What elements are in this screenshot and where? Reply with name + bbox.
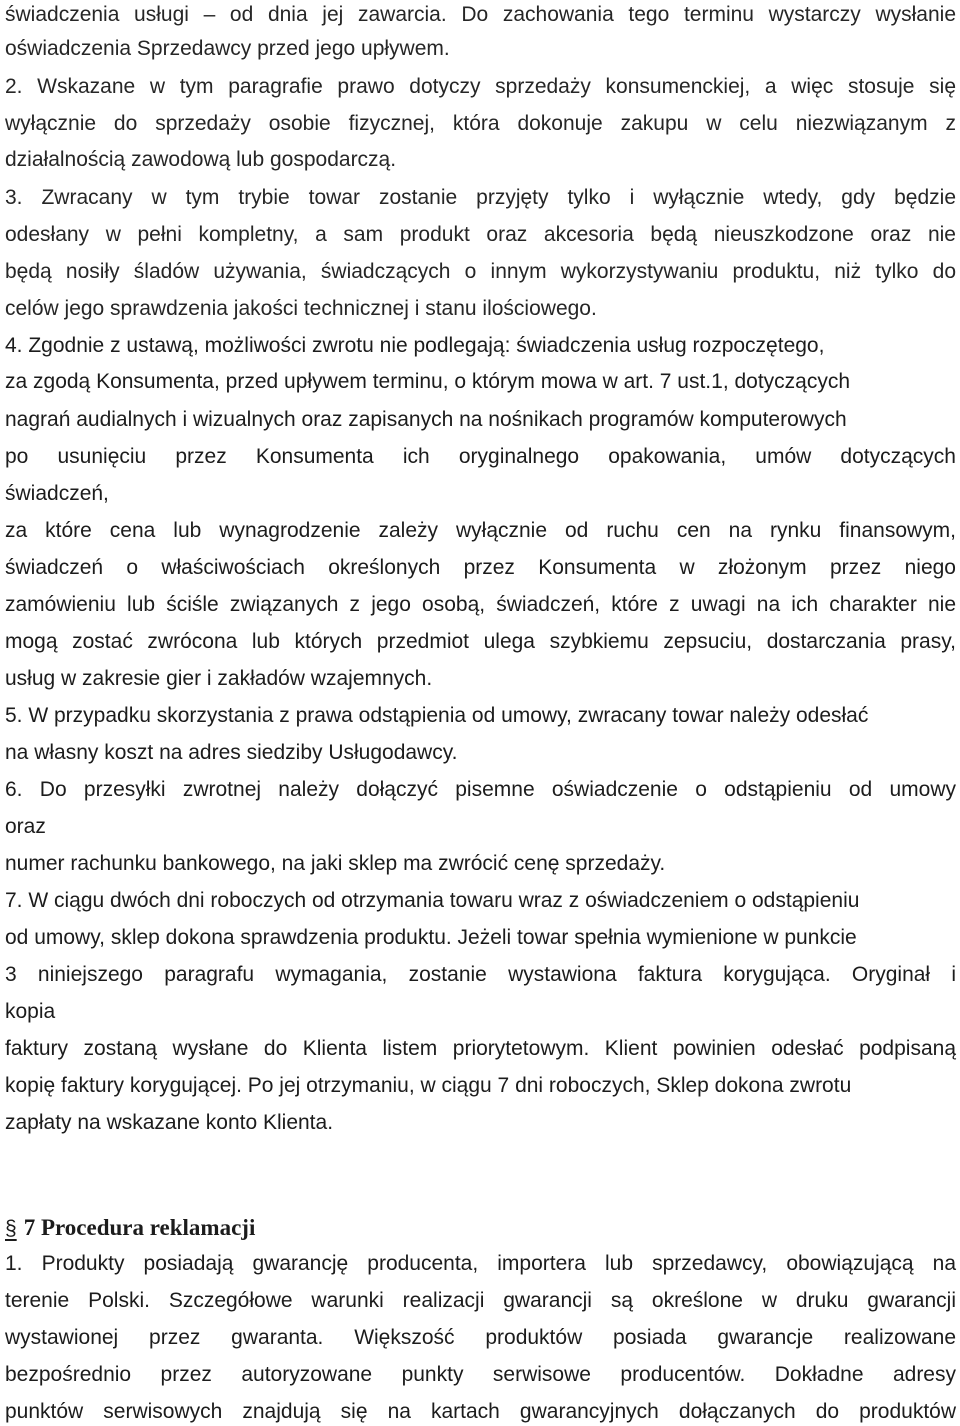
body-line: oraz — [5, 815, 46, 838]
body-line: numer rachunku bankowego, na jaki sklep ma zwrócić cenę sprzedaży. — [5, 852, 666, 875]
body-line: za które cena lub wynagrodzenie zależy wyłącznie od ruchu cen na rynku finansowym, — [5, 519, 956, 542]
body-line: za zgodą Konsumenta, przed upływem terminu, o którym mowa w art. 7 ust.1, dotyczących — [5, 370, 851, 393]
body-line: świadczenia usługi – od dnia jej zawarcia. Do zachowania tego terminu wystarczy wysłanie — [5, 3, 956, 26]
section-line: bezpośrednio przez autoryzowane punkty serwisowe producentów. Dokładne adresy — [5, 1363, 956, 1386]
section-heading — [5, 1214, 255, 1242]
body-line: po usunięciu przez Konsumenta ich oryginalnego opakowania, umów dotyczących — [5, 445, 956, 468]
body-line: zapłaty na wskazane konto Klienta. — [5, 1111, 334, 1134]
body-line: mogą zostać zwrócona lub których przedmiot ulega szybkiemu zepsuciu, dostarczania prasy, — [5, 630, 956, 653]
body-line: odesłany w pełni kompletny, a sam produkt oraz akcesoria będą nieuszkodzone oraz nie — [5, 223, 956, 246]
body-line: działalnością zawodową lub gospodarczą. — [5, 148, 397, 171]
body-line: usług w zakresie gier i zakładów wzajemnych. — [5, 667, 433, 690]
body-line: od umowy, sklep dokona sprawdzenia produktu. Jeżeli towar spełnia wymienione w punkcie — [5, 926, 857, 949]
body-line: wyłącznie do sprzedaży osobie fizycznej, która dokonuje zakupu w celu niezwiązanym z — [5, 112, 956, 135]
body-line: faktury zostaną wysłane do Klienta listem priorytetowym. Klient powinien odesłać podpisaną — [5, 1037, 956, 1060]
section-title: 7 Procedura reklamacji — [23, 1215, 256, 1240]
body-line: 3 niniejszego paragrafu wymagania, zostanie wystawiona faktura korygująca. Oryginał i — [5, 963, 956, 986]
body-line: świadczeń, — [5, 482, 109, 505]
body-line: 3. Zwracany w tym trybie towar zostanie przyjęty tylko i wyłącznie wtedy, gdy będzie — [5, 186, 956, 209]
body-line: kopia — [5, 1000, 56, 1023]
section-line: 1. Produkty posiadają gwarancję producenta, importera lub sprzedawcy, obowiązującą na — [5, 1252, 956, 1275]
section-line: wystawionej przez gwaranta. Większość produktów posiada gwarancje realizowane — [5, 1326, 956, 1349]
body-line: 5. W przypadku skorzystania z prawa odstąpienia od umowy, zwracany towar należy odesłać — [5, 704, 869, 727]
section-symbol: § — [5, 1217, 17, 1240]
section-line: punktów serwisowych znajdują się na kartach gwarancyjnych dołączanych do produktów — [5, 1400, 956, 1423]
body-line: zamówieniu lub ściśle związanych z jego osobą, świadczeń, które z uwagi na ich charakter nie — [5, 593, 956, 616]
body-line: kopię faktury korygującej. Po jej otrzymaniu, w ciągu 7 dni roboczych, Sklep dokona zwrotu — [5, 1074, 852, 1097]
body-line: 7. W ciągu dwóch dni roboczych od otrzymania towaru wraz z oświadczeniem o odstąpieniu — [5, 889, 860, 912]
body-line: na własny koszt na adres siedziby Usługodawcy. — [5, 741, 458, 764]
body-line: celów jego sprawdzenia jakości technicznej i stanu ilościowego. — [5, 297, 597, 320]
section-line: terenie Polski. Szczegółowe warunki realizacji gwarancji są określone w druku gwarancji — [5, 1289, 956, 1312]
body-line: 6. Do przesyłki zwrotnej należy dołączyć pisemne oświadczenie o odstąpieniu od umowy — [5, 778, 956, 801]
body-line: 4. Zgodnie z ustawą, możliwości zwrotu nie podlegają: świadczenia usług rozpoczętego, — [5, 334, 825, 357]
body-line: będą nosiły śladów używania, świadczących o innym wykorzystywaniu produktu, niż tylko do — [5, 260, 956, 283]
body-line: 2. Wskazane w tym paragrafie prawo dotyczy sprzedaży konsumenckiej, a więc stosuje się — [5, 75, 956, 98]
body-line: oświadczenia Sprzedawcy przed jego upływem. — [5, 37, 450, 60]
body-line: świadczeń o właściwościach określonych przez Konsumenta w złożonym przez niego — [5, 556, 956, 579]
body-line: nagrań audialnych i wizualnych oraz zapisanych na nośnikach programów komputerowych — [5, 408, 847, 431]
